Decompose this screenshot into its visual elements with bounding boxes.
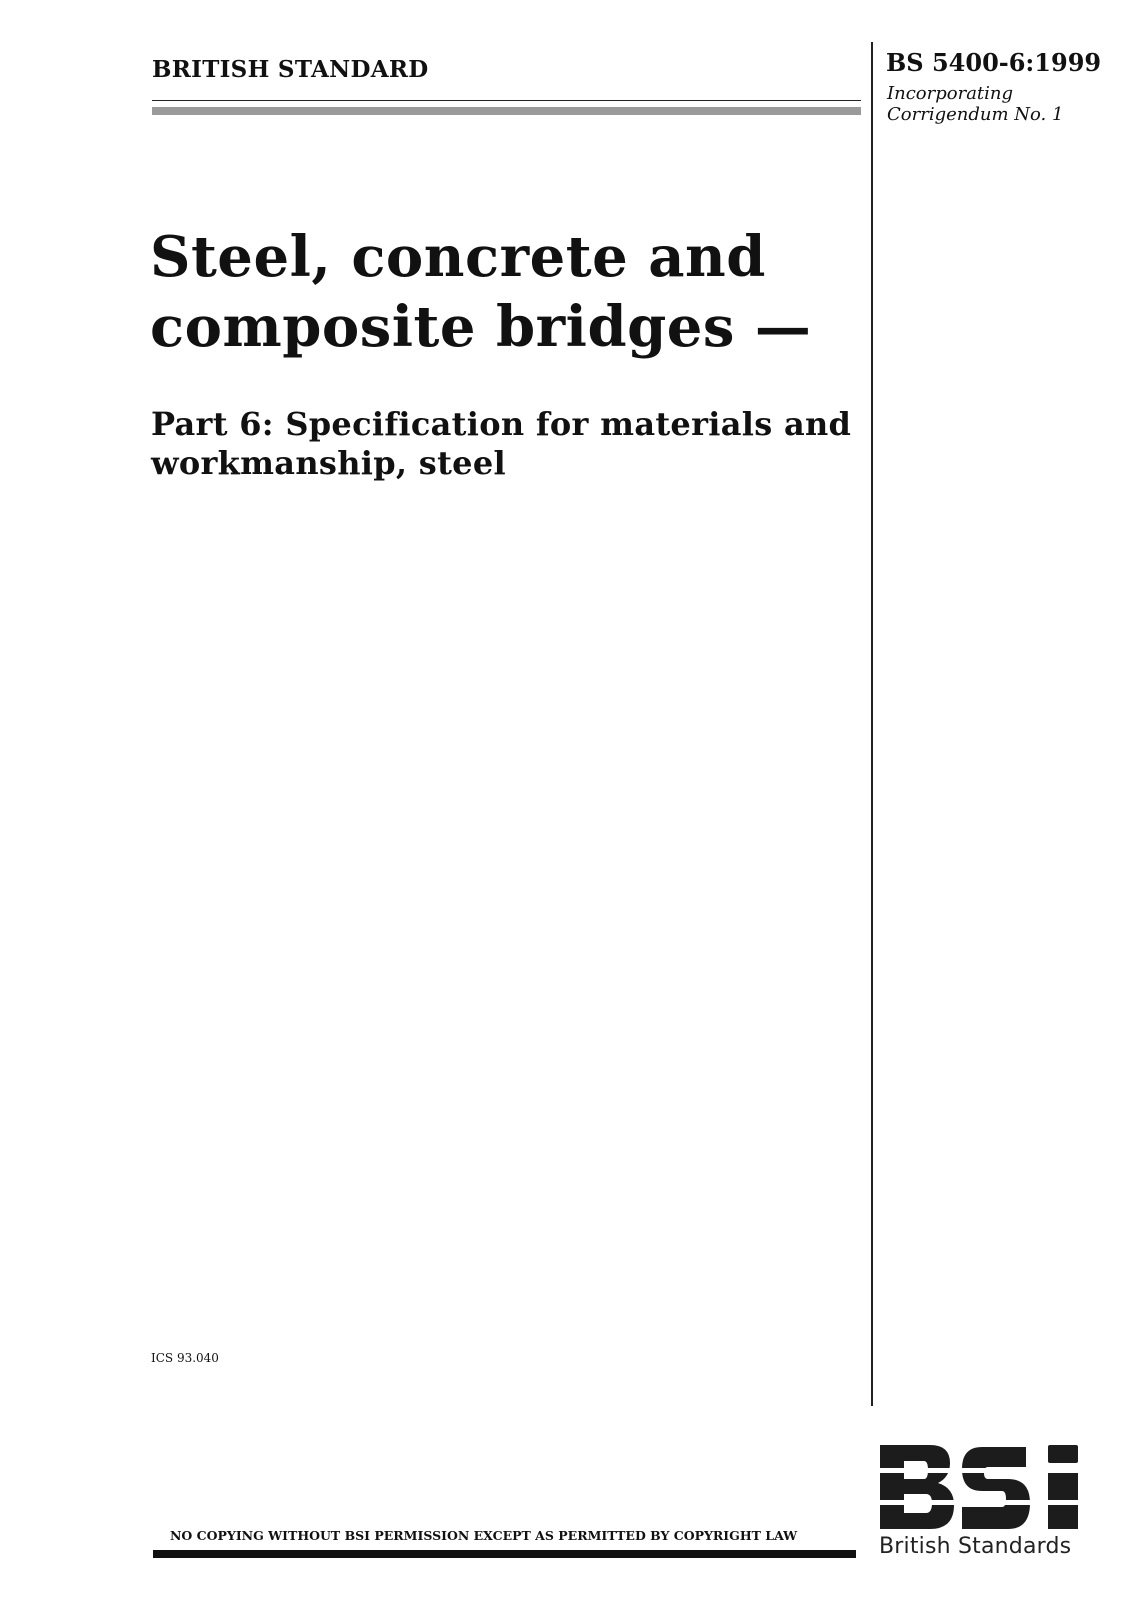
standard-number: BS 5400-6:1999 (886, 48, 1102, 77)
bsi-logo-text: British Standards (879, 1534, 1072, 1559)
title-line-1: Steel, concrete and (150, 224, 766, 290)
bsi-logo-mark (878, 1443, 1080, 1531)
title-line-2: composite bridges — (150, 294, 812, 360)
header-rule-gray (152, 107, 861, 115)
document-title (150, 222, 850, 362)
subtitle-line-2: workmanship, steel (151, 444, 506, 482)
header-rule-thin (152, 100, 861, 101)
incorporating-line-2: Corrigendum No. 1 (887, 104, 1064, 125)
vertical-divider (871, 42, 873, 1406)
footer-rule (153, 1550, 856, 1558)
copyright-notice: NO COPYING WITHOUT BSI PERMISSION EXCEPT AS PERMITTED BY COPYRIGHT LAW (170, 1528, 798, 1543)
incorporating-line-1: Incorporating (887, 83, 1014, 104)
subtitle-line-1: Part 6: Specification for materials and (151, 405, 852, 443)
ics-code: ICS 93.040 (151, 1351, 219, 1365)
document-subtitle (151, 405, 861, 483)
series-label: BRITISH STANDARD (152, 56, 429, 83)
